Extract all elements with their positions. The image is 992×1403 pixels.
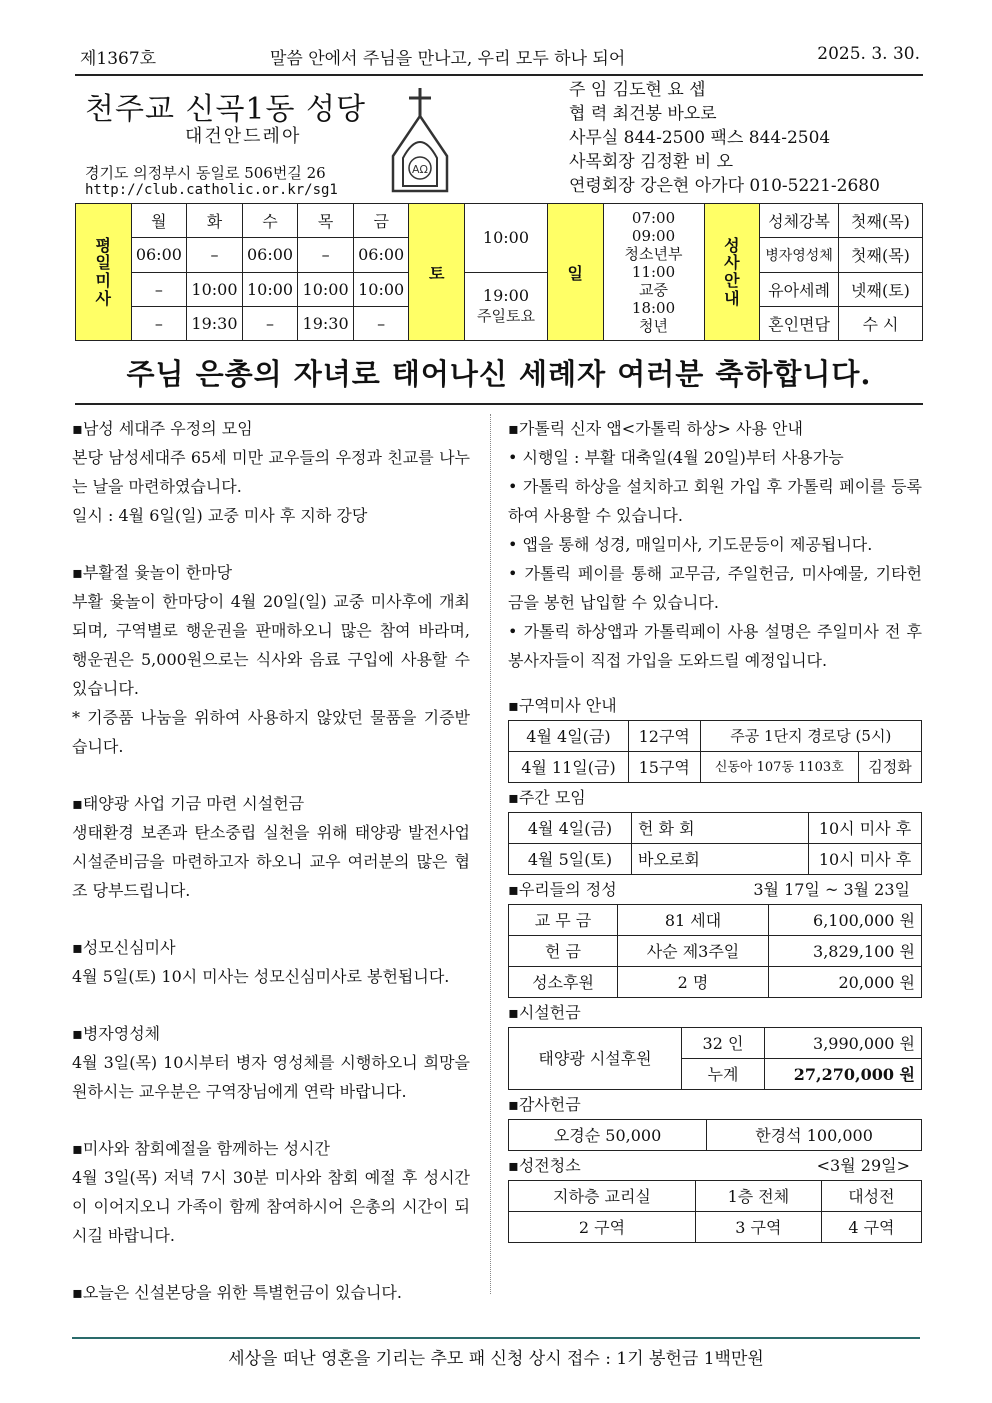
- table-cell: 27,270,000 원: [765, 1059, 922, 1090]
- app-item: • 가톨릭 하상을 설치하고 회원 가입 후 가톨릭 페이를 등록하여 사용할 수 있습니다.: [508, 477, 922, 525]
- sacrament-info-label: [704, 204, 760, 341]
- top-line: [80, 44, 920, 69]
- table-cell: 2 구역: [509, 1212, 696, 1243]
- table-cell: 3 구역: [695, 1212, 821, 1243]
- church-address: 경기도 의정부시 동일로 506번길 26: [85, 164, 326, 182]
- table-cell: 10시 미사 후: [809, 813, 922, 844]
- sat-morning: 10:00: [465, 204, 548, 273]
- sun-note: 청년: [639, 317, 669, 335]
- section-title: ▪시설헌금: [508, 1003, 581, 1022]
- section-title: ▪감사헌금: [508, 1095, 581, 1114]
- table-cell: 20,000 원: [769, 967, 922, 998]
- table-cell: 32 인: [682, 1028, 765, 1059]
- info-when: 넷째(토): [838, 272, 922, 306]
- cleaning-header: [508, 1151, 922, 1180]
- sunday-times: [603, 204, 704, 341]
- section-title: ▪병자영성체: [72, 1024, 161, 1043]
- contact-council: 사목회장 김정환 비 오: [569, 152, 734, 172]
- section-title: ▪남성 세대주 우정의 모임: [72, 419, 253, 438]
- weekly-meeting-table: [508, 812, 922, 875]
- label-char: 평: [95, 235, 112, 255]
- day-thu: 목: [298, 204, 354, 238]
- table-cell: 오경순 50,000: [509, 1120, 707, 1151]
- label-char: 사: [724, 253, 740, 273]
- footer-divider: [72, 1337, 920, 1339]
- contact-assistant: 협 력 최건봉 바오로: [569, 104, 717, 124]
- day-tue: 화: [187, 204, 243, 238]
- table-cell: 3,990,000 원: [765, 1028, 922, 1059]
- sun-note: 청소년부: [624, 245, 683, 263]
- section-body: 4월 5일(토) 10시 미사는 성모신심미사로 봉헌됩니다.: [72, 967, 450, 986]
- table-cell: 태양광 시설후원: [509, 1028, 682, 1090]
- sun-time: 09:00: [631, 227, 676, 245]
- church-logo-icon: [385, 86, 455, 194]
- sat-evening-note: 주일토요: [477, 307, 535, 326]
- label-char: 성: [724, 235, 740, 255]
- time-cell: 10:00: [187, 272, 243, 306]
- time-cell: –: [353, 306, 409, 340]
- footer-notice: 세상을 떠난 영혼을 기리는 추모 패 신청 상시 접수 : 1기 봉헌금 1백만원: [228, 1349, 764, 1369]
- time-cell: 10:00: [298, 272, 354, 306]
- time-cell: 06:00: [131, 238, 187, 272]
- app-item: • 앱을 통해 성경, 매일미사, 기도문등이 제공됩니다.: [508, 535, 873, 554]
- column-divider: [490, 414, 491, 1294]
- table-cell: 2 명: [618, 967, 769, 998]
- table-cell: 대성전: [821, 1181, 921, 1212]
- section-title: ▪구역미사 안내: [508, 696, 617, 715]
- facility-offering-table: [508, 1027, 922, 1090]
- church-url[interactable]: http://club.catholic.or.kr/sg1: [85, 182, 338, 198]
- time-cell: –: [187, 238, 243, 272]
- info-name: 혼인면담: [760, 306, 839, 340]
- table-cell: 지하층 교리실: [509, 1181, 696, 1212]
- section-title: ▪우리들의 정성: [508, 880, 617, 899]
- right-column: [508, 414, 922, 1243]
- app-item: • 가톨릭 하상앱과 가톨릭페이 사용 설명은 주일미사 전 후 봉사자들이 직접 가입을 도와드릴 예정입니다.: [508, 622, 922, 670]
- table-cell: 교 무 금: [509, 905, 618, 936]
- issue-date: 2025. 3. 30.: [817, 44, 920, 64]
- table-cell: 누계: [682, 1059, 765, 1090]
- sun-time: 11:00: [631, 263, 676, 281]
- section-title: ▪부활절 윷놀이 한마당: [72, 563, 233, 582]
- table-cell: 81 세대: [618, 905, 769, 936]
- time-cell: 10:00: [353, 272, 409, 306]
- table-cell: 12구역: [628, 721, 700, 752]
- table-cell: 3,829,100 원: [769, 936, 922, 967]
- day-wed: 수: [242, 204, 298, 238]
- table-cell: 6,100,000 원: [769, 905, 922, 936]
- info-name: 유아세례: [760, 272, 839, 306]
- issue-number: 제1367호: [80, 49, 157, 69]
- sun-time: 07:00: [631, 209, 676, 227]
- sunday-label: 일: [547, 204, 603, 341]
- section-body: 본당 남성세대주 65세 미만 교우들의 우정과 친교를 나누는 날을 마련하였습니다.: [72, 448, 470, 496]
- section-note: * 기증품 나눔을 위하여 사용하지 않았던 물품을 기증받습니다.: [72, 708, 470, 756]
- saturday-label: 토: [409, 204, 465, 341]
- offering-period: 3월 17일 ~ 3월 23일: [753, 880, 910, 899]
- header: [75, 74, 923, 204]
- section-body: 생태환경 보존과 탄소중립 실천을 위해 태양광 발전사업 시설준비금을 마련하고자 하오니 교우 여러분의 많은 협조 당부드립니다.: [72, 823, 470, 900]
- table-cell: 10시 미사 후: [809, 844, 922, 875]
- app-item: • 시행일 : 부활 대축일(4월 20일)부터 사용가능: [508, 448, 844, 467]
- contact-funeral: 연령회장 강은현 아가다 010-5221-2680: [569, 176, 880, 196]
- time-cell: –: [131, 306, 187, 340]
- section-detail: 일시 : 4월 6일(일) 교중 미사 후 지하 강당: [72, 506, 368, 525]
- section-title: ▪미사와 참회예절을 함께하는 성시간: [72, 1139, 330, 1158]
- day-mon: 월: [131, 204, 187, 238]
- table-cell: 김정화: [858, 752, 921, 783]
- table-cell: 1층 전체: [695, 1181, 821, 1212]
- time-cell: 06:00: [353, 238, 409, 272]
- table-cell: 4월 4일(금): [509, 813, 632, 844]
- section-title: ▪태양광 사업 기금 마련 시설헌금: [72, 794, 305, 813]
- section-title: ▪가톨릭 신자 앱<가톨릭 하상> 사용 안내: [508, 419, 803, 438]
- section-body: 4월 3일(목) 저녁 7시 30분 미사와 참회 예절 후 성시간이 이어지오니 가족이 함께 참여하시어 은총의 시간이 되시길 바랍니다.: [72, 1168, 470, 1245]
- time-cell: 19:30: [187, 306, 243, 340]
- info-when: 수 시: [838, 306, 922, 340]
- section-title: ▪주간 모임: [508, 788, 586, 807]
- sun-note: 교중: [639, 281, 669, 299]
- sun-time: 18:00: [631, 299, 676, 317]
- cleaning-date: <3월 29일>: [816, 1156, 910, 1175]
- label-char: 일: [95, 253, 112, 273]
- table-cell: 바오로회: [632, 844, 809, 875]
- table-cell: 신동아 107동 1103호: [700, 752, 858, 783]
- section-title: ▪성전청소: [508, 1156, 581, 1175]
- time-cell: –: [298, 238, 354, 272]
- info-name: 성체강복: [760, 204, 839, 238]
- contact-list: [569, 78, 923, 198]
- table-cell: 사순 제3주일: [618, 936, 769, 967]
- offering-header: [508, 875, 922, 904]
- contact-office: 사무실 844-2500 팩스 844-2504: [569, 128, 831, 148]
- time-cell: 06:00: [242, 238, 298, 272]
- thanks-offering-table: [508, 1119, 922, 1151]
- time-cell: 19:30: [298, 306, 354, 340]
- section-title: ▪성모신심미사: [72, 938, 176, 957]
- section-body: 부활 윷놀이 한마당이 4월 20일(일) 교중 미사후에 개최되며, 구역별로 행운권을 판매하오니 많은 참여 바라며, 행운권은 5,000원으로는 식사와 음료 구입에 사용할 수 있습니다.: [72, 592, 470, 698]
- church-name: 천주교 신곡1동 성당: [85, 92, 366, 127]
- weekday-mass-label: [76, 204, 132, 341]
- patron-saint: 대건안드레아: [185, 126, 302, 147]
- section-title: ▪오늘은 신설본당을 위한 특별헌금이 있습니다.: [72, 1283, 402, 1302]
- table-cell: 한경석 100,000: [707, 1120, 922, 1151]
- info-name: 병자영성체: [760, 238, 839, 272]
- logo-text: AΩ: [412, 163, 428, 176]
- contact-pastor: 주 임 김도현 요 셉: [569, 80, 706, 100]
- time-cell: –: [242, 306, 298, 340]
- label-char: 사: [95, 288, 112, 308]
- table-cell: 15구역: [628, 752, 700, 783]
- cleaning-table: [508, 1180, 922, 1243]
- table-cell: 주공 1단지 경로당 (5시): [700, 721, 921, 752]
- table-cell: 헌 화 회: [632, 813, 809, 844]
- motto: 말씀 안에서 주님을 만나고, 우리 모두 하나 되어: [270, 49, 626, 69]
- table-cell: 헌 금: [509, 936, 618, 967]
- table-cell: 4월 11일(금): [509, 752, 629, 783]
- info-when: 첫째(목): [838, 238, 922, 272]
- info-when: 첫째(목): [838, 204, 922, 238]
- offering-table: [508, 904, 922, 998]
- time-cell: 10:00: [242, 272, 298, 306]
- time-cell: –: [131, 272, 187, 306]
- sat-evening-time: 19:00: [482, 286, 530, 306]
- mass-schedule-table: [75, 203, 923, 341]
- headline-banner: 주님 은총의 자녀로 태어나신 세례자 여러분 축하합니다.: [75, 352, 923, 405]
- table-cell: 4월 5일(토): [509, 844, 632, 875]
- label-char: 미: [95, 271, 112, 290]
- section-body: 4월 3일(목) 10시부터 병자 영성체를 시행하오니 희망을 원하시는 교우분은 구역장님에게 연락 바랍니다.: [72, 1053, 470, 1101]
- district-mass-table: [508, 720, 922, 783]
- left-column: [72, 414, 470, 1307]
- day-fri: 금: [353, 204, 409, 238]
- table-cell: 4월 4일(금): [509, 721, 629, 752]
- table-cell: 성소후원: [509, 967, 618, 998]
- table-cell: 4 구역: [821, 1212, 921, 1243]
- app-item: • 가톨릭 페이를 통해 교무금, 주일헌금, 미사예물, 기타헌금을 봉헌 납입할 수 있습니다.: [508, 564, 922, 612]
- label-char: 안: [724, 271, 740, 290]
- label-char: 내: [724, 288, 740, 308]
- sat-evening: [465, 272, 548, 341]
